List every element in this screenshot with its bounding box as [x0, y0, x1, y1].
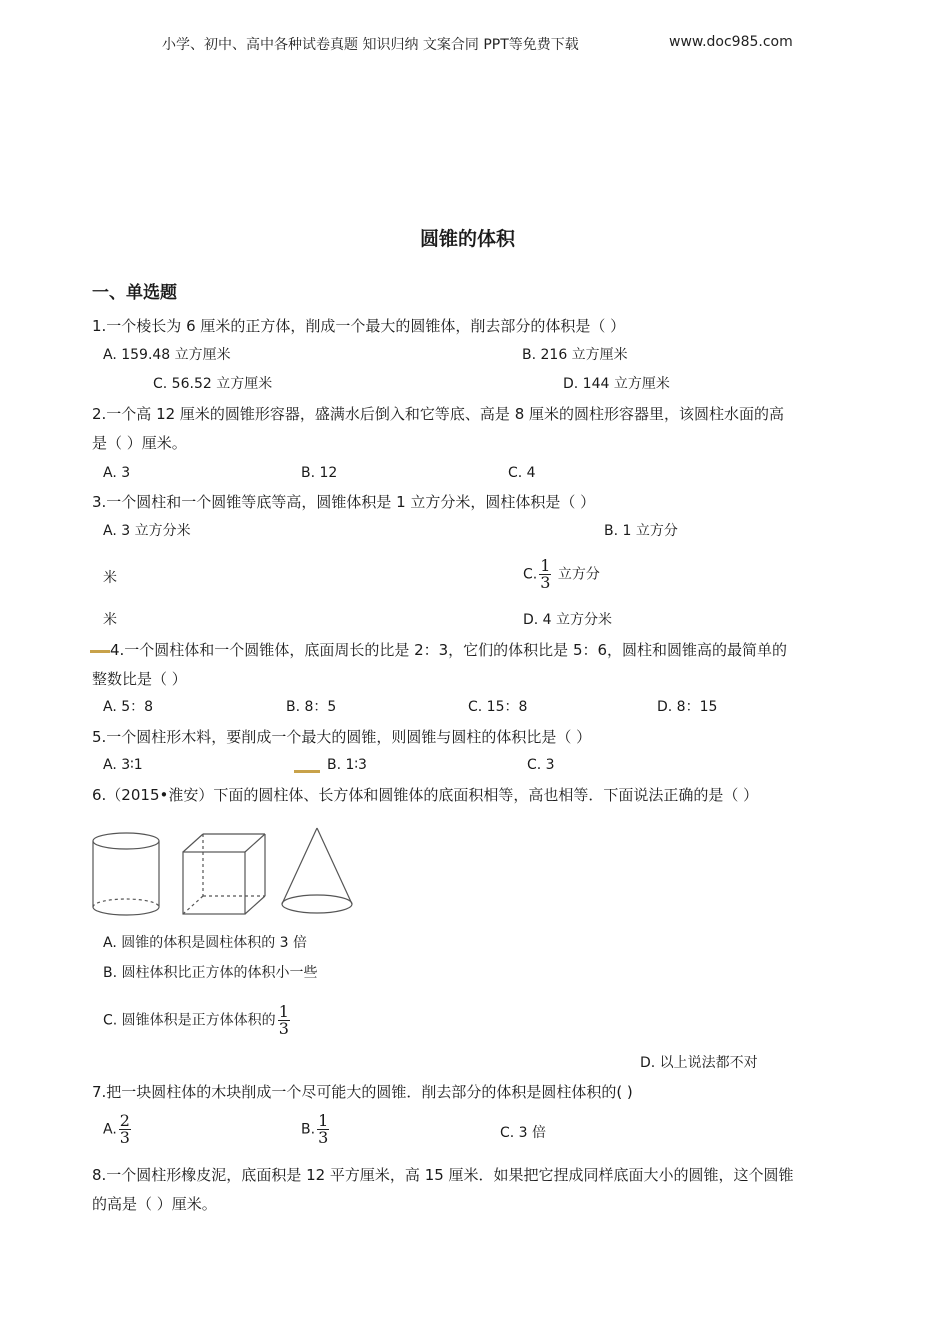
q5-option-c: C. 3 [527, 757, 555, 773]
question-2-line-1: 2.一个高 12 厘米的圆锥形容器，盛满水后倒入和它等底、高是 8 厘米的圆柱形容器里，该圆柱水面的高 [92, 405, 785, 423]
q3-option-d: D. 4 立方分米 [523, 612, 613, 628]
q7-option-c: C. 3 倍 [500, 1125, 547, 1141]
question-4-line-2: 整数比是（ ） [92, 670, 187, 688]
q4-option-d: D. 8：15 [657, 699, 718, 715]
q4-option-a: A. 5：8 [103, 699, 154, 715]
question-4-line-1: 4.一个圆柱体和一个圆锥体，底面周长的比是 2：3，它们的体积比是 5：6，圆柱和圆锥高的最简单的 [110, 641, 788, 659]
question-2-line-2: 是（ ）厘米。 [92, 434, 187, 452]
q6-fraction-denominator: 3 [278, 1019, 289, 1038]
question-8-line-2: 的高是（ ）厘米。 [92, 1195, 217, 1213]
q3-option-c-label: C. [523, 566, 538, 583]
q7-fraction-b-denominator: 3 [318, 1128, 329, 1147]
q2-option-c: C. 4 [508, 465, 536, 481]
page-title: 圆锥的体积 [420, 228, 516, 250]
q7-option-b-label: B. [301, 1121, 316, 1138]
question-6: 6.（2015•淮安）下面的圆柱体、长方体和圆锥体的底面积相等，高也相等．下面说法正确的是（ ） [92, 786, 759, 804]
q2-option-b: B. 12 [301, 465, 338, 481]
q6-option-c [103, 1004, 292, 1037]
q7-option-b [301, 1113, 331, 1146]
q3-option-b: B. 1 立方分 [604, 523, 678, 539]
highlight-mark [90, 650, 110, 653]
q1-option-a: A. 159.48 立方厘米 [103, 347, 231, 363]
q6-fraction [278, 1004, 290, 1037]
header-text: 小学、初中、高中各种试卷真题 知识归纳 文案合同 PPT等免费下载 [162, 37, 579, 53]
q7-fraction-a [119, 1113, 131, 1146]
cone-figure [282, 828, 352, 913]
q6-option-a: A. 圆锥的体积是圆柱体积的 3 倍 [103, 935, 308, 951]
q6-option-c-label: C. 圆锥体积是正方体体积的 [103, 1012, 276, 1029]
q3-option-c [523, 558, 600, 591]
highlight-mark [294, 770, 320, 773]
question-3: 3.一个圆柱和一个圆锥等底等高，圆锥体积是 1 立方分米，圆柱体积是（ ） [92, 493, 596, 511]
q7-option-a-label: A. [103, 1121, 117, 1138]
q3-option-c-continued: 米 [103, 612, 117, 628]
question-5: 5.一个圆柱形木料，要削成一个最大的圆锥，则圆锥与圆柱的体积比是（ ） [92, 728, 592, 746]
question-1: 1.一个棱长为 6 厘米的正方体，削成一个最大的圆锥体，削去部分的体积是（ ） [92, 317, 626, 335]
q7-option-a [103, 1113, 133, 1146]
q2-option-a: A. 3 [103, 465, 131, 481]
q3-option-a: A. 3 立方分米 [103, 523, 191, 539]
cuboid-figure [183, 834, 265, 914]
question-7: 7.把一块圆柱体的木块削成一个尽可能大的圆锥．削去部分的体积是圆柱体积的( ) [92, 1083, 633, 1101]
q4-option-c: C. 15：8 [468, 699, 528, 715]
cylinder-figure [93, 833, 159, 915]
q5-option-b: B. 1∶3 [327, 757, 367, 773]
question-8-line-1: 8.一个圆柱形橡皮泥，底面积是 12 平方厘米，高 15 厘米．如果把它捏成同样底面大小的圆锥，这个圆锥 [92, 1166, 794, 1184]
section-heading: 一、单选题 [92, 283, 177, 303]
q5-option-a: A. 3∶1 [103, 757, 143, 773]
q1-option-b: B. 216 立方厘米 [522, 347, 628, 363]
q3-fraction-numerator: 1 [540, 556, 551, 575]
q7-fraction-a-denominator: 3 [119, 1128, 130, 1147]
q7-fraction-b [317, 1113, 329, 1146]
q6-fraction-numerator: 1 [278, 1002, 289, 1021]
q6-option-d: D. 以上说法都不对 [640, 1055, 758, 1071]
q7-fraction-a-numerator: 2 [119, 1111, 130, 1130]
q3-option-c-unit: 立方分 [557, 566, 600, 583]
q6-option-b: B. 圆柱体积比正方体的体积小一些 [103, 965, 318, 981]
q3-option-b-continued: 米 [103, 570, 117, 586]
header-site: www.doc985.com [669, 34, 793, 50]
q7-fraction-b-numerator: 1 [318, 1111, 329, 1130]
solids-figure [88, 824, 358, 920]
q4-option-b: B. 8：5 [286, 699, 337, 715]
q3-fraction [539, 558, 551, 591]
q1-option-d: D. 144 立方厘米 [563, 376, 670, 392]
q1-option-c: C. 56.52 立方厘米 [153, 376, 273, 392]
q3-fraction-denominator: 3 [540, 573, 551, 592]
